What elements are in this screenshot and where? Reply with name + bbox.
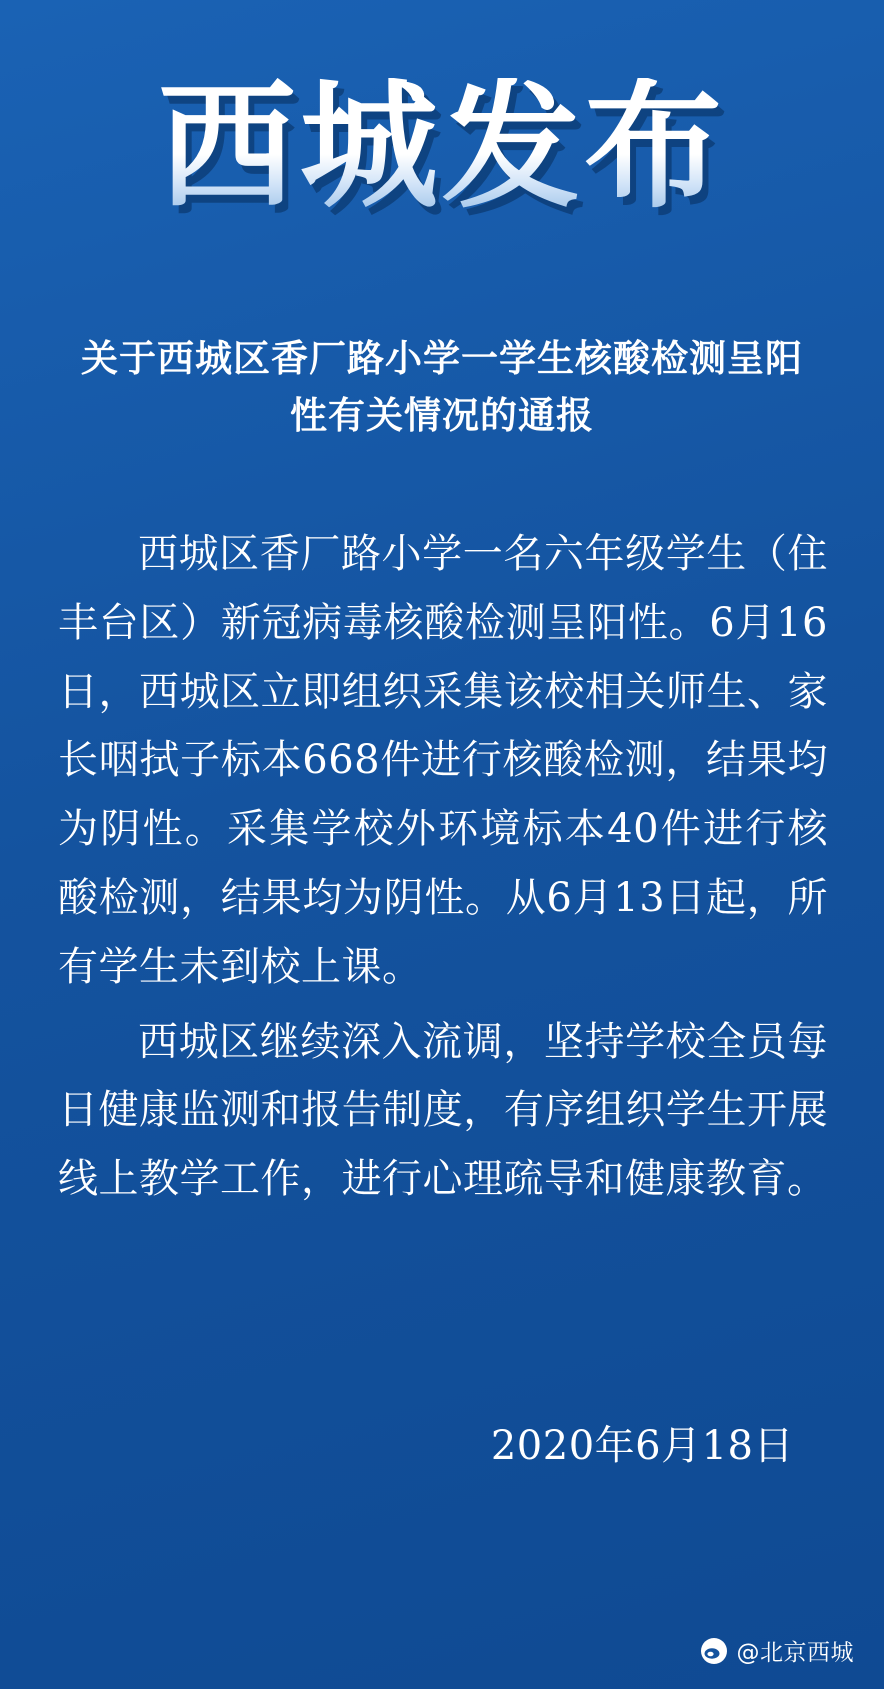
publish-date: 2020年6月18日 — [490, 1423, 794, 1469]
page-title: 关于西城区香厂路小学一学生核酸检测呈阳性有关情况的通报 — [81, 337, 803, 438]
body-paragraph: 西城区继续深入流调，坚持学校全员每日健康监测和报告制度，有序组织学生开展线上教学工作，进行心理疏导和健康教育。 — [58, 1018, 828, 1203]
footer-credit — [700, 1634, 855, 1667]
announcement-body — [58, 520, 828, 1220]
footer-account-name: @北京西城 — [736, 1640, 854, 1666]
weibo-icon — [700, 1637, 728, 1665]
body-paragraph: 西城区香厂路小学一名六年级学生（住丰台区）新冠病毒核酸检测呈阳性。6月16日，西城区立即组织采集该校相关师生、家长咽拭子标本668件进行核酸检测，结果均为阴性。采集学校外环境标本40件进行核酸检测，结果均为阴性。从6月13日起，所有学生未到校上课。 — [58, 531, 828, 990]
masthead-title: 西城发布 — [0, 78, 884, 216]
